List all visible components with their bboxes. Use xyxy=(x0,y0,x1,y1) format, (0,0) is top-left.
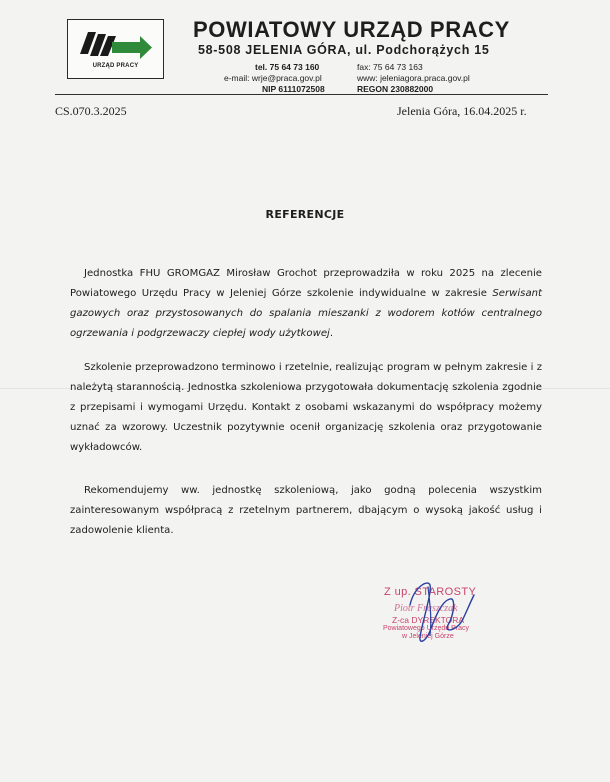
org-name: POWIATOWY URZĄD PRACY xyxy=(193,17,510,42)
email-address: e-mail: wrje@praca.gov.pl xyxy=(224,73,322,83)
stamp-line-4: Powiatowego Urzędu Pracy xyxy=(383,625,469,632)
paragraph-3: Rekomendujemy ww. jednostkę szkoleniową, jako godną polecenia wszystkim zainteresowanym współpracą z rzetelnym partnerem, dbającym o wysoką jakość usług i zadowolenie klienta. xyxy=(70,485,542,536)
paragraph-1-end: . xyxy=(329,328,334,339)
regon-number: REGON 230882000 xyxy=(357,84,434,94)
stamp-line-2: Piotr Fraszczak xyxy=(394,603,458,614)
fax-number: fax: 75 64 73 163 xyxy=(357,62,423,72)
paragraph-1 xyxy=(70,264,542,344)
reference-number: CS.070.3.2025 xyxy=(55,104,127,118)
org-address: 58-508 JELENIA GÓRA, ul. Podchorążych 15 xyxy=(198,43,490,57)
nip-number: NIP 6111072508 xyxy=(262,84,325,94)
stamp-line-3: Z-ca DYREKTORA xyxy=(392,615,465,625)
website-address: www: jeleniagora.praca.gov.pl xyxy=(357,73,470,83)
paragraph-1-text: Jednostka FHU GROMGAZ Mirosław Grochot przeprowadziła w roku 2025 na zlecenie Powiatowego Urzędu Pracy w Jeleniej Górze szkolenie indywidualne w zakresie xyxy=(70,268,542,299)
handwritten-signature-icon xyxy=(370,575,520,650)
letterhead-divider xyxy=(55,94,548,95)
logo-text: URZĄD PRACY xyxy=(92,63,139,69)
stamp-line-1: Z up. STAROSTY xyxy=(384,586,477,598)
letter-body xyxy=(70,264,542,541)
document-title: REFERENCJE xyxy=(265,208,345,221)
office-logo xyxy=(67,19,164,79)
course-name: Serwisant gazowych oraz przystosowanych do spalania mieszanki z wodorem kotłów centralnego ogrzewania i podgrzewaczy ciepłej wody użytkowej xyxy=(70,288,542,339)
stamp-line-5: w Jeleniej Górze xyxy=(402,633,454,640)
phone-number: tel. 75 64 73 160 xyxy=(255,62,320,72)
paragraph-2: Szkolenie przeprowadzono terminowo i rzetelnie, realizując program w pełnym zakresie i z należytą starannością. Jednostka szkoleniowa przygotowała dokumentację szkolenia zgodnie z przepisami i wymogami Urzędu. Kontakt z osobami wskazanymi do współpracy możemy uznać za wzorowy. Uczestnik pozytywnie ocenił organizację szkolenia oraz przygotowanie wykładowców. xyxy=(70,362,542,453)
signature-stamp xyxy=(370,575,520,650)
logo-graphic-icon xyxy=(68,20,163,78)
place-and-date: Jelenia Góra, 16.04.2025 r. xyxy=(397,104,527,118)
